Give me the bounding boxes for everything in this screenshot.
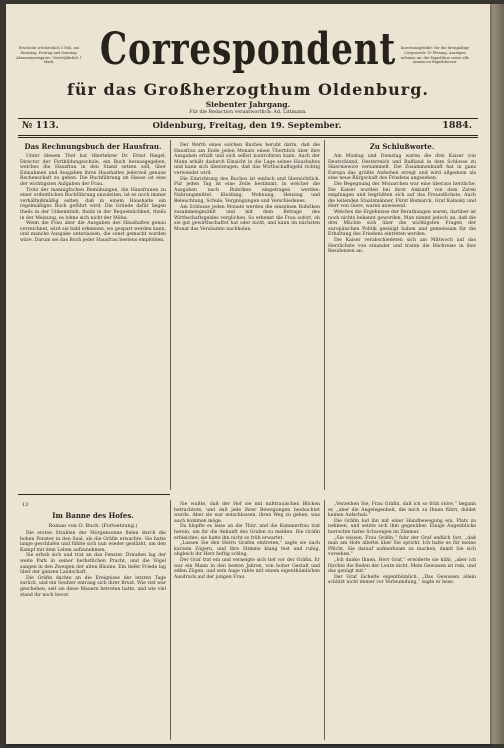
advertising-info: Insertionsgebühr: für die dreispaltige Corpuszeile 10 Pfennig. Anzeigen nehmen an: die Expedition sowie alle Annoncen-Expeditionen. bbox=[400, 46, 470, 65]
column-divider bbox=[324, 140, 325, 490]
column-divider bbox=[324, 500, 325, 740]
paragraph: „Verzeihen Sie, Frau Gräfin, daß ich so früh störe,“ begann er, „aber die Angelegenheit, die mich zu Ihnen führt, duldet keinen Aufschub.“ bbox=[328, 502, 476, 519]
column-2-top bbox=[174, 143, 320, 233]
column-divider bbox=[170, 140, 171, 490]
column-divider bbox=[170, 500, 171, 740]
subscription-info: Erscheint wöchentlich 3 Mal, am Dienstag, Freitag und Sonntag. Abonnementspreis: Vierteljährlich 1 Mark. bbox=[15, 46, 83, 65]
header-rule-top bbox=[18, 118, 478, 119]
editor-line: Für die Redaction verantwortlich: Ad. Littmann. bbox=[189, 110, 307, 115]
edition-line: Siebenter Jahrgang. bbox=[205, 100, 291, 109]
header-rule-bottom bbox=[18, 135, 478, 136]
feuilleton-rule bbox=[18, 494, 170, 495]
paragraph: Der Werth eines solchen Buches beruht darin, daß die Hausfrau am Ende jeden Monats einen Überblick über ihre Ausgaben erhält und sich selbst kontrolliren kann. Auch der Mann erhält dadurch Einsicht in die Lage seines Haushaltes und kann sich überzeugen, daß das Wirthschaftsgeld richtig verwendet wird. bbox=[174, 143, 320, 176]
masthead-title: Correspondent bbox=[99, 24, 397, 75]
paragraph: Der Graf lächelte eigenthümlich. „Das Gewissen allein schützt nicht immer vor Verleumdung,“ sagte er leise. bbox=[328, 574, 476, 586]
column-1-top bbox=[20, 141, 166, 244]
newspaper-page bbox=[6, 4, 490, 744]
paragraph: Sie wußte, daß der Hof sie mit mißtrauischen Blicken betrachtete, und daß jede ihrer Bewegungen beobachtet wurde. Aber sie war entschlossen, ihren Weg zu gehen, was auch kommen möge. bbox=[174, 502, 320, 524]
paragraph: Da klopfte es leise an die Thür, und die Kammerfrau trat herein, um ihr die Ankunft des Grafen zu melden. Die Gräfin erbleichte; sie hatte ihn nicht so früh erwartet. bbox=[174, 524, 320, 541]
dateline bbox=[22, 120, 472, 134]
article-headline: Das Rechnungsbuch der Hausfrau. bbox=[24, 142, 162, 151]
paragraph: „Sie wissen, Frau Gräfin,“ fuhr der Graf endlich fort, „daß man am Hofe allerlei über Sie spricht. Ich halte es für meine Pflicht, Sie darauf aufmerksam zu machen, damit Sie sich vorsehen.“ bbox=[328, 535, 476, 558]
paragraph: Am Montag und Dienstag waren die drei Kaiser von Deutschland, Oesterreich und Rußland in dem Schlosse zu Skierniewice versammelt. Die Zusammenkunft hat in ganz Europa das größte Aufsehen erregt und wird allgemein als eine neue Bürgschaft des Friedens angesehen. bbox=[328, 154, 476, 182]
paragraph: Die Gräfin dachte an die Ereignisse der letzten Tage zurück, und ein Seufzer entrang sich ihrer Brust. Wie viel war geschehen, seit sie diese Mauern betreten hatte, und wie viel stand ihr noch bevor. bbox=[20, 575, 166, 598]
column-3-top bbox=[328, 141, 476, 255]
paragraph: Sie erhob sich und trat an das Fenster. Draußen lag der weite Park in seiner herbstlichen Pracht, und die Vögel sangen in den Zweigen der alten Bäume. Ein tiefer Friede lag über der ganzen Landschaft. bbox=[20, 553, 166, 576]
column-2-bottom bbox=[174, 502, 320, 580]
paragraph: „Lassen Sie den Herrn Grafen eintreten,“ sagte sie nach kurzem Zögern, und ihre Stimme klang fest und ruhig, obgleich ihr Herz heftig schlug. bbox=[174, 541, 320, 558]
paragraph: Die Kaiser verabschiedeten sich am Mittwoch auf das Herzlichste von einander und traten die Rückreise in ihre Residenzen an. bbox=[328, 237, 476, 255]
article-headline: Zu Schlußworte. bbox=[369, 142, 435, 151]
issue-date: Oldenburg, Freitag, den 19. September. bbox=[152, 121, 342, 131]
paragraph: Die Begegnung der Monarchen war eine überaus herzliche. Die Kaiser wurden bei ihrer Ankunft von dem Zaren empfangen und begrüßten sich auf das Freundlichste. Auch die leitenden Staatsmänner, Fürst Bismarck, Graf Kalnoky und Herr von Giers, waren anwesend. bbox=[328, 181, 476, 210]
paragraph: Trotz der mannigfachen Bemühungen, die Hausfrauen zu einer ordentlichen Buchführung anzuleiten, ist es noch immer verhältnißmäßig selten, daß in einem Haushalte ein regelmäßiges Buch geführt wird. Die Gründe dafür liegen theils in der Unkenntniß, theils in der Bequemlichkeit, theils in der Meinung, es lohne sich nicht der Mühe. bbox=[20, 187, 166, 221]
feuilleton-number: 13 bbox=[22, 502, 29, 508]
paragraph: Der Graf trat ein und verneigte sich tief vor der Gräfin. Er war ein Mann in den besten Jahren, von hoher Gestalt und edlen Zügen, und sein Auge ruhte mit einem eigenthümlichen Ausdruck auf der jungen Frau. bbox=[174, 557, 320, 580]
feuilleton-headline: Im Banne des Hofes. bbox=[52, 511, 134, 520]
column-3-bottom bbox=[328, 502, 476, 586]
paragraph: Wenn die Frau aber die Ausgaben des Haushaltes genau verzeichnet, wird sie bald erkennen, wo gespart werden kann, und manche Ausgabe unterlassen, die sonst gemacht worden wäre. Darum sei das Buch jeder Hausfrau bestens empfohlen. bbox=[20, 221, 166, 243]
paragraph: Die Gräfin lud ihn mit einer Handbewegung ein, Platz zu nehmen, und setzte sich ihm gegenüber. Einige Augenblicke herrschte tiefes Schweigen im Zimmer. bbox=[328, 518, 476, 535]
issue-number: № 113. bbox=[22, 120, 59, 131]
paragraph: Welches die Ergebnisse der Berathungen waren, darüber ist noch nichts bekannt geworden. Man nimmt jedoch an, daß die drei Mächte sich über die wichtigsten Fragen der europäischen Politik geeinigt haben und gemeinsam für die Erhaltung des Friedens eintreten werden. bbox=[328, 209, 476, 238]
paragraph: Die ersten Strahlen der Morgensonne fielen durch die hohen Fenster in den Saal, als die Gräfin erwachte. Sie hatte lange geschlafen und fühlte sich nun wieder gestärkt, um den Kampf mit dem Leben aufzunehmen. bbox=[20, 531, 166, 553]
paragraph: Die Einrichtung des Buches ist einfach und übersichtlich. Für jeden Tag ist eine Zeile bestimmt, in welcher die Ausgaben nach Rubriken eingetragen werden: Nahrungsmittel, Kleidung, Wohnung, Heizung und Beleuchtung, Schule, Vergnügungen und Verschiedenes. bbox=[174, 176, 320, 204]
column-1-bottom bbox=[20, 510, 166, 598]
paragraph: Unter diesem Titel hat Oberlehrer Dr. Ernst Riegel, Director der Fortbildungsschule, ein Buch herausgegeben, welches die Hausfrau in den Stand setzen soll, über Einnahmen und Ausgaben ihres Haushaltes jederzeit genaue Rechenschaft zu geben. Die Buchführung im Hause ist eine der wichtigsten Aufgaben der Frau. bbox=[20, 154, 166, 187]
feuilleton-byline: Roman von O. Buch. (Fortsetzung.) bbox=[48, 523, 138, 529]
header-rule-double bbox=[18, 137, 478, 138]
issue-year: 1884. bbox=[442, 120, 472, 131]
masthead-subtitle: für das Großherzogthum Oldenburg. bbox=[67, 80, 429, 99]
book-spine bbox=[490, 4, 504, 744]
paragraph: „Ich danke Ihnen, Herr Graf,“ erwiderte sie kühl, „aber ich fürchte die Reden der Leute nicht. Mein Gewissen ist rein, und das genügt mir.“ bbox=[328, 557, 476, 575]
paragraph: Am Schlusse jeden Monats werden die einzelnen Rubriken zusammengezählt und mit dem Betrage des Wirthschaftsgeldes verglichen. So erkennt die Frau sofort, ob sie gut gewirthschaftet hat oder nicht, und kann im nächsten Monat das Versäumte nachholen. bbox=[174, 204, 320, 232]
